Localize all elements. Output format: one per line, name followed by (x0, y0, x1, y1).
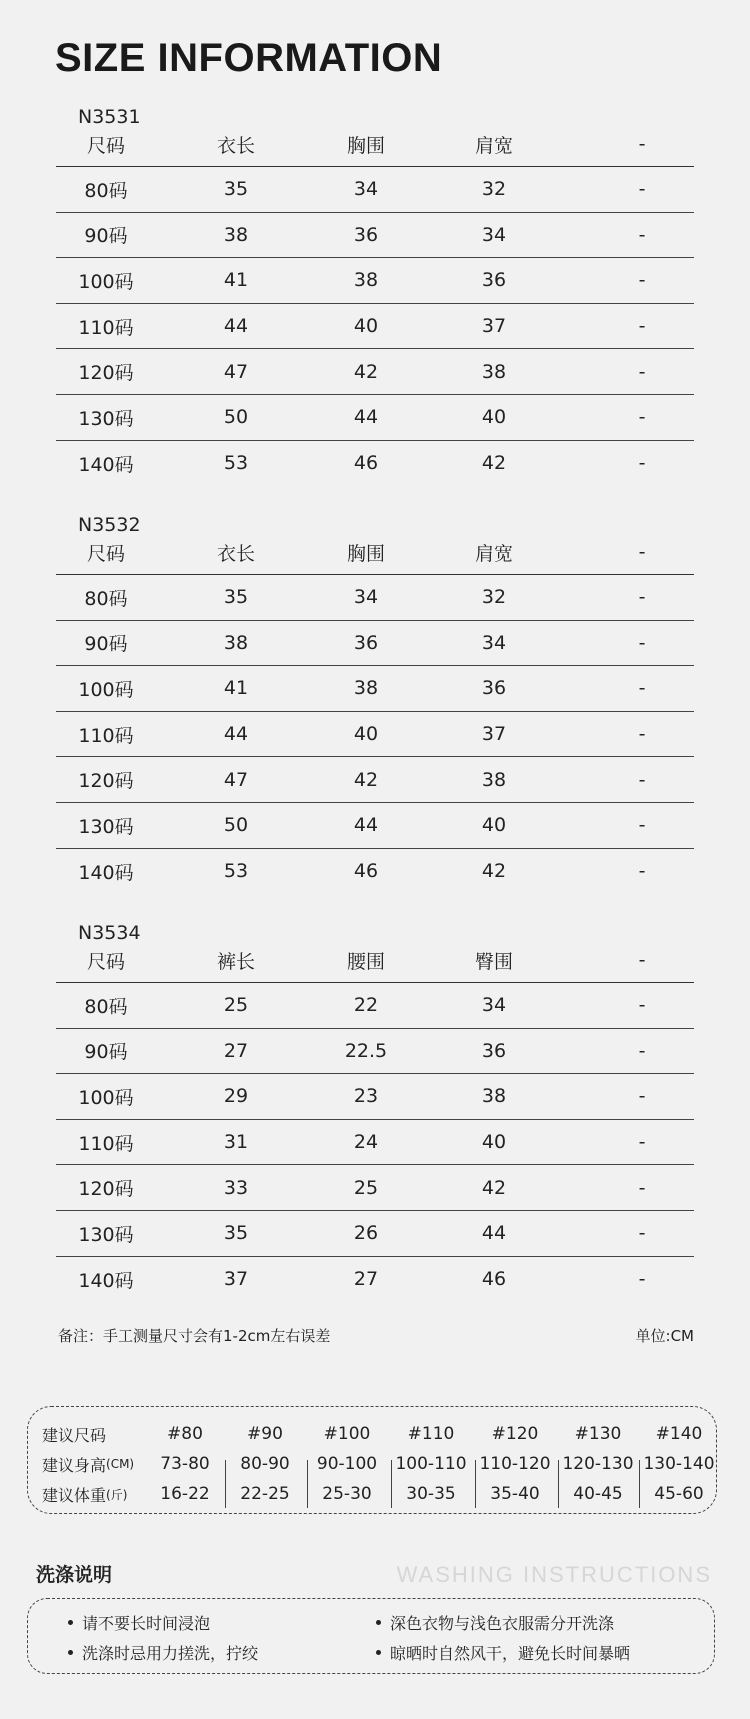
table-cell: 44 (223, 315, 249, 338)
table-row (56, 1257, 694, 1303)
table-cell: 37 (223, 1268, 249, 1291)
table-cell: - (638, 1131, 646, 1154)
rec-size-value: #110 (407, 1424, 455, 1444)
table-row (56, 757, 694, 803)
product-code: N3534 (78, 922, 141, 944)
table-cell: 44 (353, 406, 379, 429)
bullet-icon (68, 1650, 73, 1655)
bullet-icon (68, 1620, 73, 1625)
table-cell: - (638, 1039, 646, 1062)
rec-height-value: 120-130 (562, 1454, 634, 1474)
table-row (56, 983, 694, 1029)
table-body (56, 575, 694, 894)
rec-size-value: #140 (655, 1424, 703, 1444)
header-cell: 尺码 (86, 134, 125, 157)
table-cell: 37 (481, 315, 507, 338)
table-cell: 25 (223, 994, 249, 1017)
table-cell: 130码 (78, 407, 134, 430)
header-cell: - (638, 541, 646, 563)
table-row (56, 1165, 694, 1211)
table-cell: 120码 (78, 770, 134, 793)
wash-item-text: 晾晒时自然风干，避免长时间暴晒 (390, 1644, 631, 1663)
table-cell: 41 (223, 269, 249, 292)
rec-weight-value: 30-35 (406, 1484, 456, 1504)
rec-weight-value: 45-60 (654, 1484, 704, 1504)
table-row (56, 349, 694, 395)
table-cell: 38 (223, 223, 249, 246)
table-cell: 42 (481, 860, 507, 883)
table-cell: 100码 (78, 1086, 134, 1109)
table-row (56, 621, 694, 667)
header-cell: 肩宽 (474, 134, 513, 157)
table-cell: 34 (353, 586, 379, 609)
table-cell: 25 (353, 1176, 379, 1199)
bullet-icon (376, 1620, 381, 1625)
table-cell: 34 (481, 994, 507, 1017)
table-cell: 110码 (78, 724, 134, 747)
table-body (56, 983, 694, 1302)
rec-weight-value: 22-25 (240, 1484, 290, 1504)
header-cell: 胸围 (346, 134, 385, 157)
header-cell: - (638, 949, 646, 971)
size-table (56, 106, 694, 486)
rec-height-unit: (CM) (106, 1457, 135, 1471)
rec-height-label-text: 建议身高 (42, 1455, 107, 1475)
table-cell: 120码 (78, 362, 134, 385)
table-cell: 36 (481, 269, 507, 292)
table-cell: 32 (481, 586, 507, 609)
table-cell: 80码 (84, 587, 128, 610)
table-cell: 44 (223, 723, 249, 746)
table-cell: 29 (223, 1085, 249, 1108)
table-row (56, 666, 694, 712)
table-cell: 50 (223, 406, 249, 429)
rec-height-row (28, 1449, 716, 1479)
wash-item (376, 1641, 630, 1664)
rec-weight-value: 25-30 (322, 1484, 372, 1504)
table-cell: 36 (353, 631, 379, 654)
table-cell: 36 (353, 223, 379, 246)
header-cell: 胸围 (346, 542, 385, 565)
column-divider (307, 1460, 308, 1508)
table-cell: 40 (353, 315, 379, 338)
header-cell: 臀围 (474, 950, 513, 973)
table-cell: - (638, 677, 646, 700)
table-cell: - (638, 1222, 646, 1245)
header-cell: 裤长 (216, 950, 255, 973)
table-cell: 34 (481, 223, 507, 246)
table-cell: 31 (223, 1131, 249, 1154)
table-cell: 38 (481, 1085, 507, 1108)
header-cell: 腰围 (346, 950, 385, 973)
rec-size-value: #120 (491, 1424, 539, 1444)
table-cell: 46 (481, 1268, 507, 1291)
wash-item-text: 深色衣物与浅色衣服需分开洗涤 (390, 1614, 615, 1633)
rec-weight-unit: (斤) (106, 1487, 128, 1502)
table-cell: 38 (353, 269, 379, 292)
table-cell: 40 (481, 1131, 507, 1154)
table-cell: 130码 (78, 815, 134, 838)
table-cell: - (638, 814, 646, 837)
table-row (56, 803, 694, 849)
rec-size-label: 建议尺码 (42, 1425, 107, 1445)
table-cell: - (638, 631, 646, 654)
table-cell: 46 (353, 860, 379, 883)
table-cell: 130码 (78, 1223, 134, 1246)
table-cell: 33 (223, 1176, 249, 1199)
rec-height-value: 90-100 (316, 1454, 378, 1474)
wash-item (68, 1641, 258, 1664)
table-cell: - (638, 723, 646, 746)
column-divider (558, 1460, 559, 1508)
table-cell: 42 (353, 768, 379, 791)
table-cell: 37 (481, 723, 507, 746)
table-row (56, 712, 694, 758)
table-row (56, 258, 694, 304)
table-cell: - (638, 315, 646, 338)
table-cell: 42 (353, 360, 379, 383)
rec-size-value: #90 (247, 1424, 283, 1444)
table-cell: 110码 (78, 1132, 134, 1155)
table-cell: 46 (353, 452, 379, 475)
table-row (56, 213, 694, 259)
table-cell: 40 (353, 723, 379, 746)
table-row (56, 167, 694, 213)
table-header (56, 538, 694, 566)
header-cell: 肩宽 (474, 542, 513, 565)
table-cell: 90码 (84, 225, 128, 248)
rec-weight-label-text: 建议体重 (42, 1485, 107, 1505)
table-cell: 140码 (78, 1269, 134, 1292)
table-row (56, 575, 694, 621)
table-row (56, 1029, 694, 1075)
rec-weight-value: 40-45 (573, 1484, 623, 1504)
table-cell: 44 (353, 814, 379, 837)
table-cell: 36 (481, 1039, 507, 1062)
table-cell: - (638, 768, 646, 791)
table-header (56, 130, 694, 158)
product-code: N3531 (78, 106, 141, 128)
rec-height-value: 73-80 (160, 1454, 210, 1474)
column-divider (475, 1460, 476, 1508)
table-row (56, 849, 694, 895)
wash-item-text: 洗涤时忌用力搓洗，拧绞 (82, 1644, 259, 1663)
table-cell: 38 (223, 631, 249, 654)
table-cell: 38 (481, 360, 507, 383)
header-cell: 尺码 (86, 950, 125, 973)
table-cell: - (638, 452, 646, 475)
table-cell: 50 (223, 814, 249, 837)
measurement-note: 备注：手工测量尺寸会有1-2cm左右误差 (58, 1327, 331, 1345)
table-cell: 44 (481, 1222, 507, 1245)
washing-title: 洗涤说明 (36, 1564, 113, 1586)
table-cell: - (638, 406, 646, 429)
washing-box (27, 1598, 715, 1674)
table-cell: - (638, 1176, 646, 1199)
table-cell: 40 (481, 814, 507, 837)
table-header (56, 946, 694, 974)
rec-height-value: 100-110 (395, 1454, 467, 1474)
table-cell: - (638, 1085, 646, 1108)
table-cell: 100码 (78, 678, 134, 701)
table-cell: 35 (223, 178, 249, 201)
table-cell: 42 (481, 1176, 507, 1199)
header-cell: 尺码 (86, 542, 125, 565)
table-cell: - (638, 994, 646, 1017)
rec-weight-value: 16-22 (160, 1484, 210, 1504)
table-cell: 22 (353, 994, 379, 1017)
bullet-icon (376, 1650, 381, 1655)
table-cell: - (638, 178, 646, 201)
rec-size-row (28, 1419, 716, 1449)
table-row (56, 1211, 694, 1257)
size-table (56, 514, 694, 894)
table-row (56, 1074, 694, 1120)
wash-item-text: 请不要长时间浸泡 (82, 1614, 211, 1633)
product-code: N3532 (78, 514, 141, 536)
table-cell: 35 (223, 1222, 249, 1245)
recommendation-box (27, 1406, 717, 1514)
rec-size-value: #100 (323, 1424, 371, 1444)
table-cell: - (638, 360, 646, 383)
rec-size-value: #130 (574, 1424, 622, 1444)
table-cell: 40 (481, 406, 507, 429)
table-cell: 27 (353, 1268, 379, 1291)
table-cell: 35 (223, 586, 249, 609)
table-cell: 140码 (78, 453, 134, 476)
table-cell: 42 (481, 452, 507, 475)
rec-weight-row (28, 1479, 716, 1509)
column-divider (391, 1460, 392, 1508)
table-cell: 38 (481, 768, 507, 791)
rec-size-value: #80 (167, 1424, 203, 1444)
table-cell: 34 (353, 178, 379, 201)
table-cell: - (638, 269, 646, 292)
table-cell: 53 (223, 452, 249, 475)
unit-label: 单位:CM (635, 1327, 694, 1345)
table-cell: 23 (353, 1085, 379, 1108)
table-cell: 38 (353, 677, 379, 700)
size-table (56, 922, 694, 1302)
table-row (56, 395, 694, 441)
table-cell: 120码 (78, 1178, 134, 1201)
washing-title-en: WASHING INSTRUCTIONS (396, 1562, 712, 1587)
table-cell: 53 (223, 860, 249, 883)
rec-weight-value: 35-40 (490, 1484, 540, 1504)
table-cell: - (638, 860, 646, 883)
table-cell: 24 (353, 1131, 379, 1154)
rec-height-value: 110-120 (479, 1454, 551, 1474)
wash-item (376, 1611, 614, 1634)
table-cell: 27 (223, 1039, 249, 1062)
table-cell: 34 (481, 631, 507, 654)
table-cell: 110码 (78, 316, 134, 339)
header-cell: 衣长 (216, 542, 255, 565)
rec-height-value: 80-90 (240, 1454, 290, 1474)
table-row (56, 441, 694, 487)
table-cell: 80码 (84, 995, 128, 1018)
page-title: SIZE INFORMATION (55, 36, 443, 80)
table-cell: 100码 (78, 270, 134, 293)
table-cell: 36 (481, 677, 507, 700)
rec-height-value: 130-140 (643, 1454, 715, 1474)
table-cell: 47 (223, 360, 249, 383)
table-cell: 41 (223, 677, 249, 700)
table-cell: 80码 (84, 179, 128, 202)
table-row (56, 304, 694, 350)
table-cell: - (638, 1268, 646, 1291)
table-cell: 26 (353, 1222, 379, 1245)
table-cell: 140码 (78, 861, 134, 884)
table-cell: 90码 (84, 1041, 128, 1064)
column-divider (225, 1460, 226, 1508)
table-cell: - (638, 223, 646, 246)
table-row (56, 1120, 694, 1166)
table-cell: 47 (223, 768, 249, 791)
table-cell: 90码 (84, 633, 128, 656)
column-divider (639, 1460, 640, 1508)
table-body (56, 167, 694, 486)
wash-item (68, 1611, 210, 1634)
header-cell: - (638, 133, 646, 155)
table-cell: 22.5 (344, 1039, 388, 1062)
header-cell: 衣长 (216, 134, 255, 157)
table-cell: - (638, 586, 646, 609)
table-cell: 32 (481, 178, 507, 201)
